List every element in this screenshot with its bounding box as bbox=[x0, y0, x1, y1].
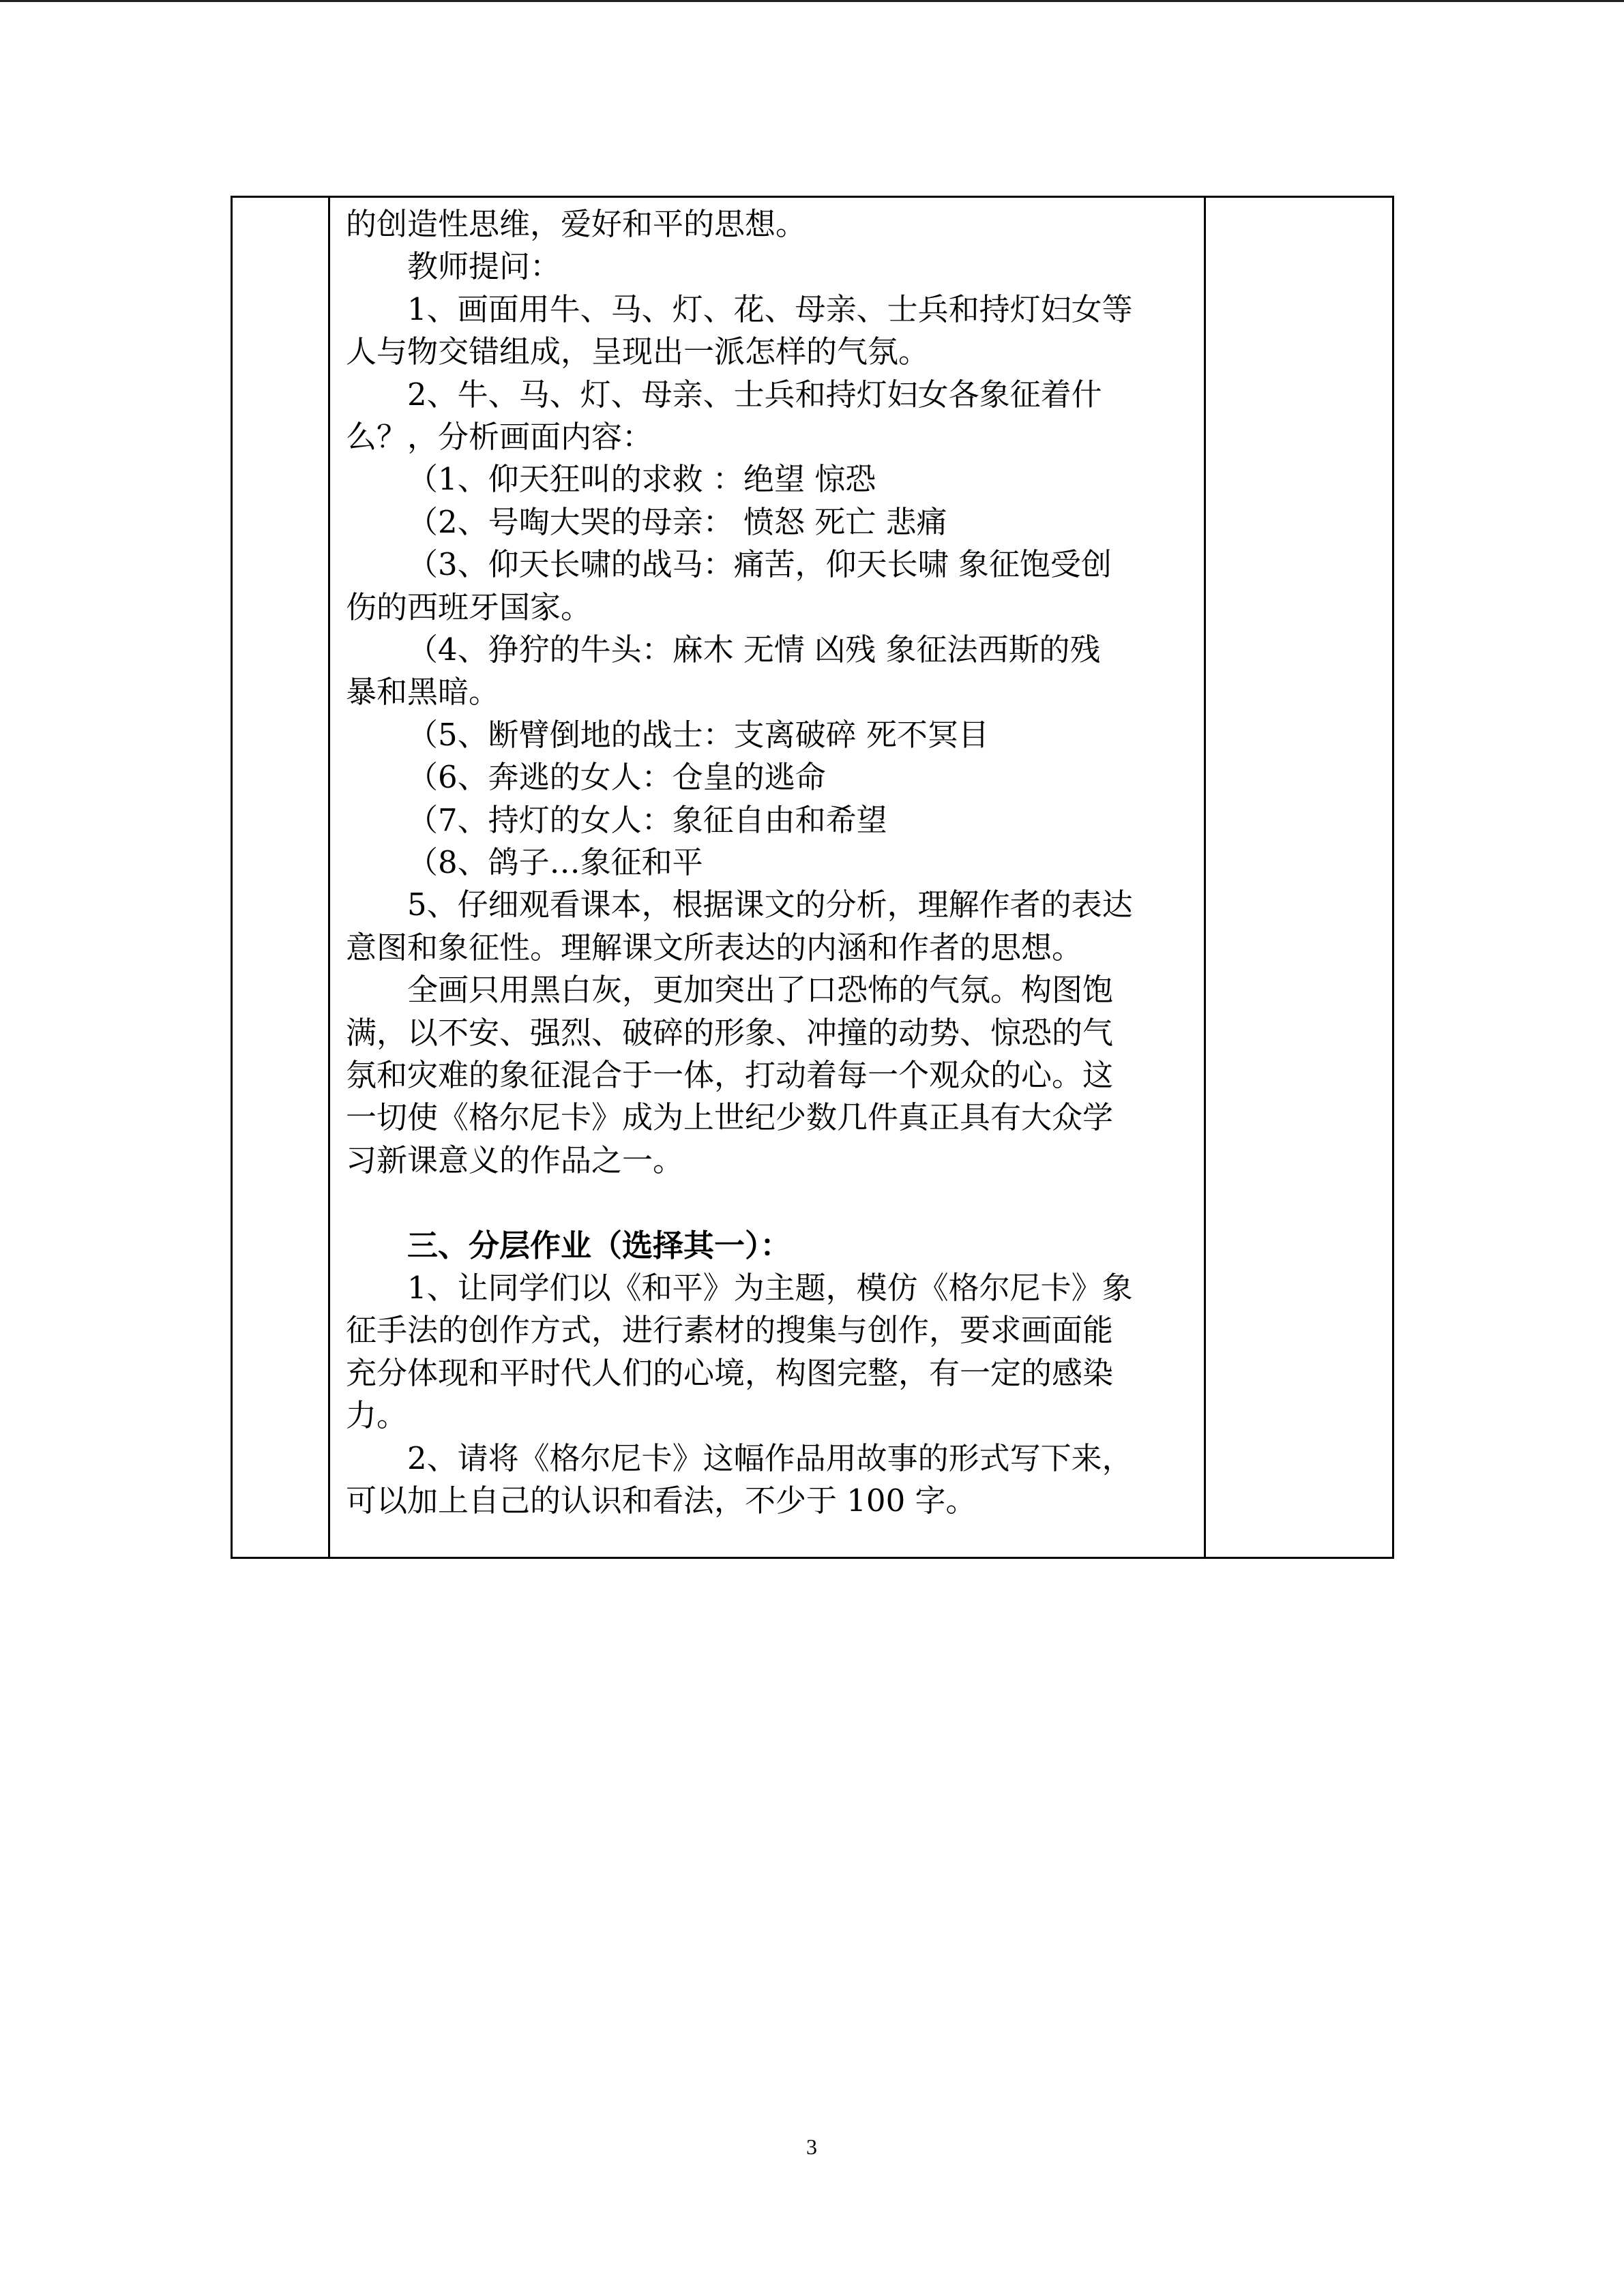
lesson-plan-table bbox=[231, 196, 1394, 1559]
text-line: （8、鸽子…象征和平 bbox=[407, 844, 703, 880]
table-column-divider-left bbox=[328, 198, 330, 1557]
text-line: 意图和象征性。理解课文所表达的内涵和作者的思想。 bbox=[346, 929, 1083, 966]
text-line: 教师提问： bbox=[407, 248, 561, 285]
text-line: 充分体现和平时代人们的心境，构图完整，有一定的感染 bbox=[346, 1354, 1114, 1391]
text-line: （2、号啕大哭的母亲： 愤怒 死亡 悲痛 bbox=[407, 503, 947, 540]
text-line: 5、仔细观看课本，根据课文的分析，理解作者的表达 bbox=[407, 886, 1133, 923]
table-column-divider-right bbox=[1204, 198, 1206, 1557]
page-top-rule bbox=[0, 0, 1624, 2]
text-line: （5、断臂倒地的战士：支离破碎 死不冥目 bbox=[407, 716, 989, 753]
text-line: 满，以不安、强烈、破碎的形象、冲撞的动势、惊恐的气 bbox=[346, 1014, 1114, 1051]
text-line: 2、牛、马、灯、母亲、士兵和持灯妇女各象征着什 bbox=[407, 376, 1102, 413]
text-line: 全画只用黑白灰，更加突出了口恐怖的气氛。构图饱 bbox=[407, 972, 1114, 1009]
text-line: 伤的西班牙国家。 bbox=[346, 588, 592, 625]
text-line: 2、请将《格尔尼卡》这幅作品用故事的形式写下来， bbox=[407, 1440, 1133, 1476]
text-line: 可以加上自己的认识和看法，不少于 100 字。 bbox=[346, 1482, 977, 1519]
text-line: （3、仰天长啸的战马：痛苦，仰天长啸 象征饱受创 bbox=[407, 546, 1112, 583]
text-line: 一切使《格尔尼卡》成为上世纪少数几件真正具有大众学 bbox=[346, 1099, 1114, 1136]
page-number: 3 bbox=[806, 2134, 817, 2159]
text-line: 暴和黑暗。 bbox=[346, 674, 500, 711]
text-line: 力。 bbox=[346, 1397, 408, 1434]
text-line: 么？，分析画面内容： bbox=[346, 419, 653, 455]
text-line: （6、奔逃的女人：仓皇的逃命 bbox=[407, 759, 826, 796]
text-line: （7、持灯的女人：象征自由和希望 bbox=[407, 801, 887, 838]
text-line: 的创造性思维，爱好和平的思想。 bbox=[346, 206, 807, 242]
text-line: 三、分层作业（选择其一）： bbox=[407, 1227, 791, 1264]
text-line: 1、让同学们以《和平》为主题，模仿《格尔尼卡》象 bbox=[407, 1270, 1133, 1306]
text-line: 氛和灾难的象征混合于一体，打动着每一个观众的心。这 bbox=[346, 1057, 1114, 1093]
text-line: 1、画面用牛、马、灯、花、母亲、士兵和持灯妇女等 bbox=[407, 290, 1133, 327]
text-line: 征手法的创作方式，进行素材的搜集与创作，要求画面能 bbox=[346, 1312, 1114, 1349]
text-line: 人与物交错组成，呈现出一派怎样的气氛。 bbox=[346, 333, 930, 370]
text-line: （1、仰天狂叫的求救 ：绝望 惊恐 bbox=[407, 461, 876, 498]
text-line: （4、狰狞的牛头：麻木 无情 凶残 象征法西斯的残 bbox=[407, 631, 1101, 668]
text-line: 习新课意义的作品之一。 bbox=[346, 1142, 684, 1178]
